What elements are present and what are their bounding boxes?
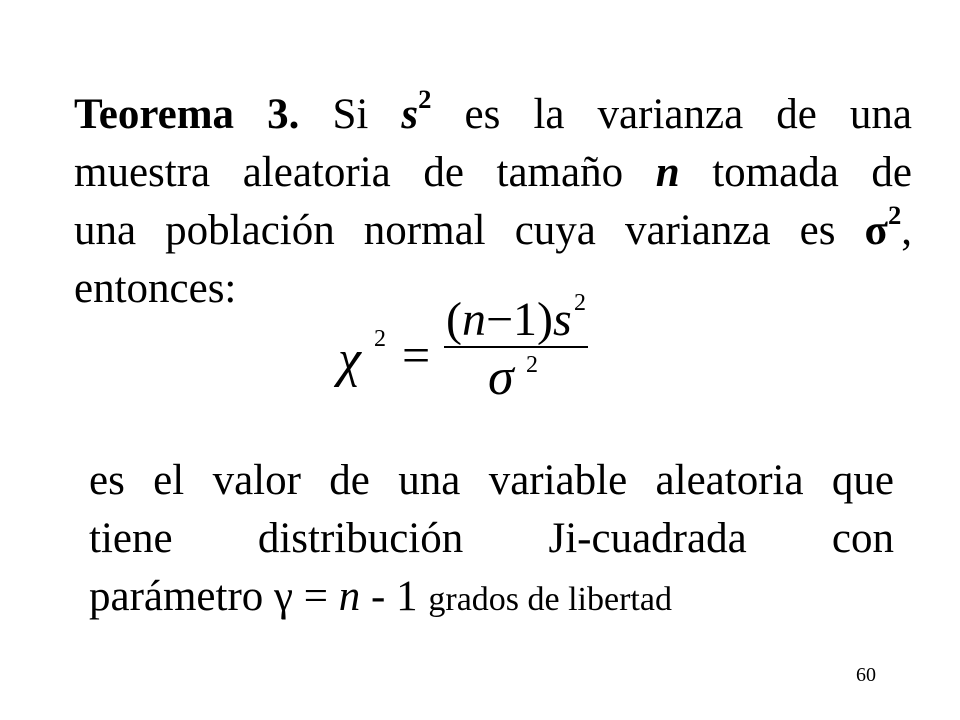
- theorem-text: Si: [332, 91, 369, 138]
- sample-size-symbol: n: [655, 149, 680, 196]
- theorem-heading: Teorema 3.: [74, 91, 300, 138]
- degrees-variable: n: [338, 573, 361, 620]
- denominator-exponent: 2: [526, 352, 538, 378]
- sample-variance-symbol: $s^2$: [401, 84, 432, 138]
- theorem-text: una población normal cuya varianza es: [74, 207, 836, 254]
- conclusion-line-3: parámetro γ = n - 1 grados de libertad: [89, 573, 672, 620]
- theorem-text: es la varianza de una: [464, 91, 912, 138]
- conclusion-text: [89, 452, 894, 629]
- chi-square-formula: [338, 290, 600, 416]
- equals-sign: =: [402, 327, 431, 383]
- theorem-text: muestra aleatoria de tamaño: [74, 149, 624, 196]
- theorem-line-4: entonces:: [74, 265, 237, 312]
- theorem-line-2: [74, 144, 912, 202]
- theorem-line-1: [74, 86, 912, 144]
- formula-numerator: (n−1)s: [446, 293, 572, 346]
- formula-denominator: σ: [488, 349, 514, 406]
- page-number: 60: [856, 664, 876, 686]
- theorem-statement: [74, 86, 912, 318]
- population-variance-symbol: $\sigma^2$,: [864, 200, 913, 254]
- conclusion-line-2: tiene distribución Ji-cuadrada con: [89, 515, 894, 562]
- theorem-text: tomada de: [712, 149, 912, 196]
- conclusion-line-1: es el valor de una variable aleatoria que: [89, 457, 894, 504]
- chi-symbol: χ: [338, 331, 361, 388]
- fraction-bar: [444, 346, 588, 348]
- chi-exponent: 2: [374, 326, 386, 352]
- numerator-exponent: 2: [574, 290, 586, 316]
- degrees-of-freedom-label: grados de libertad: [428, 581, 672, 618]
- theorem-line-3: [74, 202, 912, 260]
